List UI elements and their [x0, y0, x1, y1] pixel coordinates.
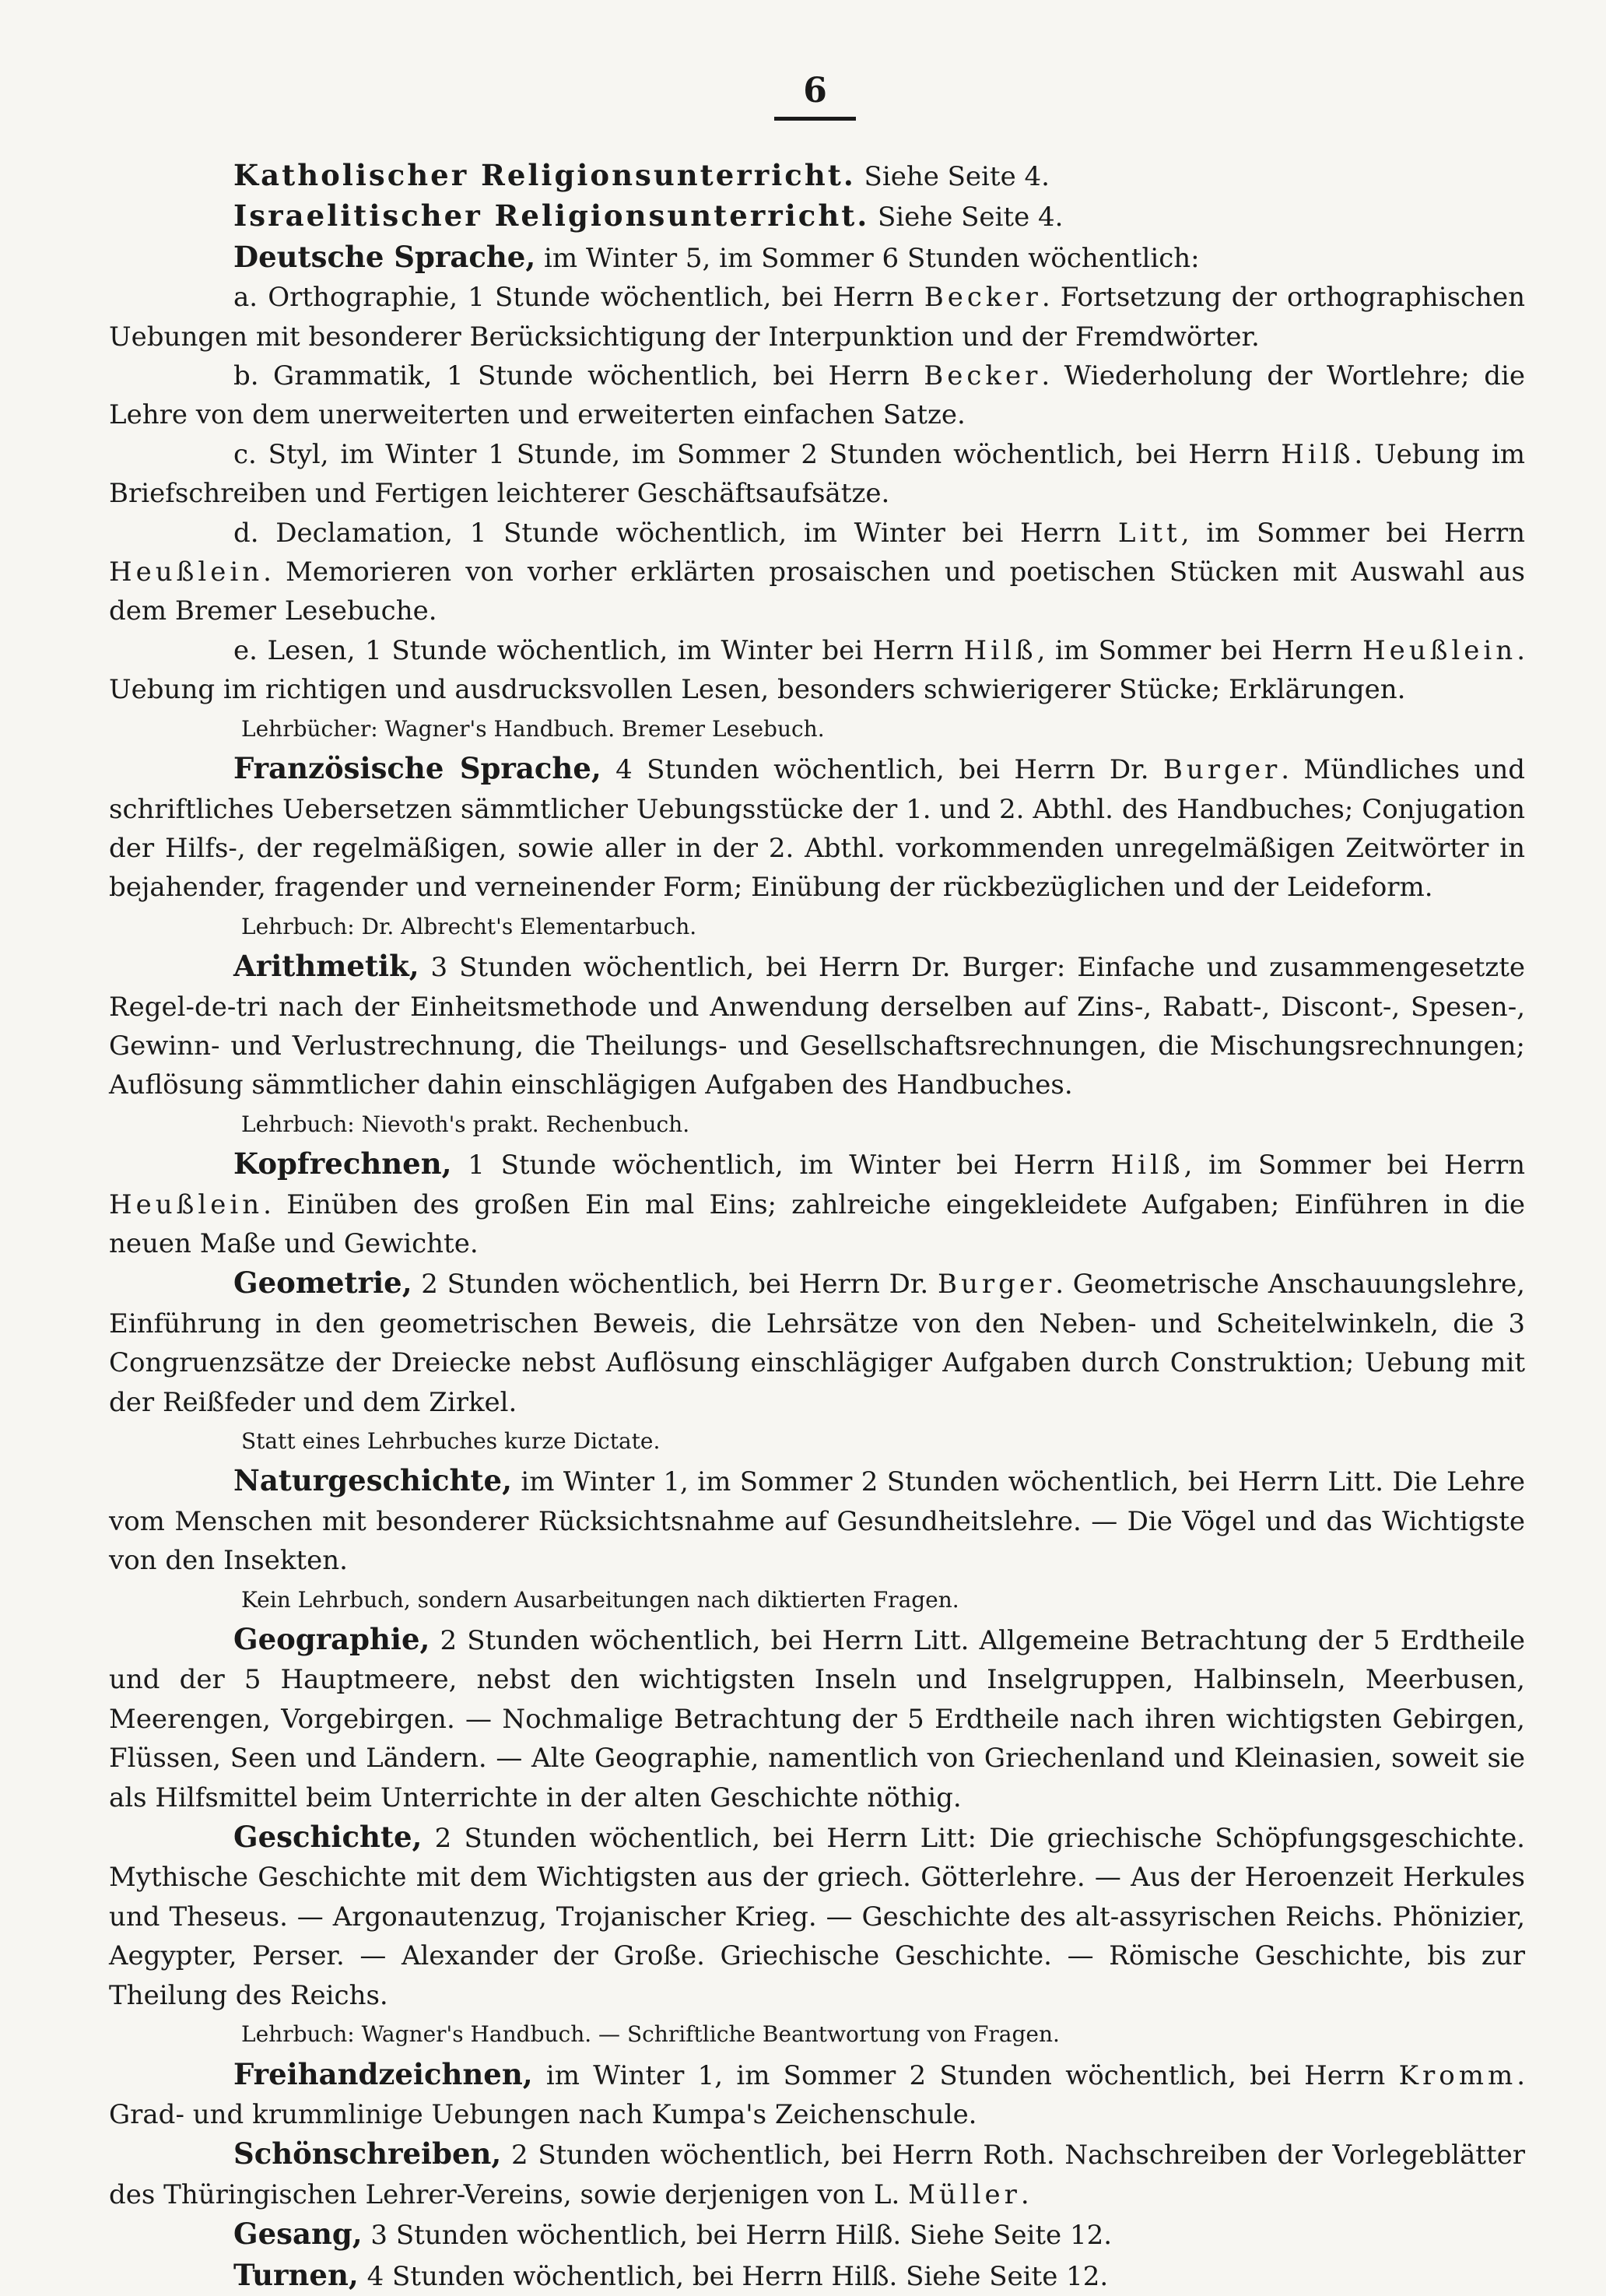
section-title: Freihandzeichnen, [233, 2056, 533, 2091]
section-arith: Arithmetik, 3 Stunden wöchentlich, bei Herrn Dr. Burger: Einfache und zusammengesetzte Regel-de-tri nach der Einheitsmethode und Anwendung derselben auf Zins-, Rabatt-, Discont-, Spesen-, Gewinn- und Verlustrechnung, die Theilungs- und Gesellschaftsrechnungen, die Mischungsrechnungen; Auflösung sämmtlicher dahin einschlägigen Aufgaben des Handbuches. [109, 949, 1525, 1101]
textbook-note: Statt eines Lehrbuches kurze Dictate. [241, 1428, 661, 1454]
section-title: Arithmetik, [233, 949, 419, 984]
section-frei: Freihandzeichnen, im Winter 1, im Sommer 2 Stunden wöchentlich, bei Herrn Kromm. Grad- und krummlinige Uebungen nach Kumpa's Zeichenschule. [109, 2056, 1525, 2130]
section-title: Schönschreiben, [233, 2136, 502, 2171]
textbook-note: Lehrbuch: Dr. Albrecht's Elementarbuch. [241, 913, 697, 939]
section-title: Gesang, [233, 2217, 363, 2252]
subsection-c: c. Styl, im Winter 1 Stunde, im Sommer 2 Stunden wöchentlich, bei Herrn Hilß. Uebung im Briefschreiben und Fertigen leichterer Geschäftsaufsätze. [109, 438, 1526, 510]
section-title: Israelitischer Religionsunterricht. [233, 198, 870, 233]
textbook-note: Kein Lehrbuch, sondern Ausarbeitungen nach diktierten Fragen. [241, 1586, 959, 1613]
section-geogr: Geographie, 2 Stunden wöchentlich, bei Herrn Litt. Allgemeine Betrachtung der 5 Erdtheile und der 5 Hauptmeere, nebst den wichtigsten Inseln und Inselgruppen, Halbinseln, Meerbusen, Meerengen, Vorgebirgen. — Nochmalige Betrachtung der 5 Erdtheile nach ihren wichtigsten Gebirgen, Flüssen, Seen und Ländern. — Alte Geographie, namentlich von Griechenland und Kleinasien, soweit sie als Hilfsmittel beim Unterrichte in der alten Geschichte nöthig. [109, 1622, 1525, 1813]
textbook-note: Lehrbuch: Wagner's Handbuch. — Schriftliche Beantwortung von Fragen. [241, 2021, 1060, 2048]
section-franz: Französische Sprache, 4 Stunden wöchentlich, bei Herrn Dr. Burger. Mündliches und schriftliches Uebersetzen sämmtlicher Uebungsstücke der 1. und 2. Abthl. des Handbuches; Conjugation der Hilfs-, der regelmäßigen, sowie aller in der 2. Abthl. vorkommenden unregelmäßigen Zeitwörter in bejahender, fragender und verneinender Form; Einübung der rückbezüglichen und der Leideform. [109, 751, 1525, 904]
section-title: Geographie, [233, 1622, 430, 1657]
section-title: Geometrie, [233, 1266, 412, 1301]
page-body [109, 156, 1525, 2296]
section-gesang: Gesang, 3 Stunden wöchentlich, bei Herrn Hilß. Siehe Seite 12. [233, 2217, 1113, 2252]
subsection-d: d. Declamation, 1 Stunde wöchentlich, im Winter bei Herrn Litt, im Sommer bei Herrn Heußlein. Memorieren von vorher erklärten prosaischen und poetischen Stücken mit Auswahl aus dem Bremer Lesebuche. [109, 517, 1525, 627]
section-title: Kopfrechnen, [233, 1146, 452, 1181]
section-kath: Katholischer Religionsunterricht. Siehe Seite 4. [233, 158, 1050, 192]
section-schoen: Schönschreiben, 2 Stunden wöchentlich, bei Herrn Roth. Nachschreiben der Vorlegeblätter des Thüringischen Lehrer-Vereins, sowie derjenigen von L. Müller. [109, 2136, 1525, 2210]
section-gesch: Geschichte, 2 Stunden wöchentlich, bei Herrn Litt: Die griechische Schöpfungsgeschichte. Mythische Geschichte mit dem Wichtigsten aus der griech. Götterlehre. — Aus der Heroenzeit Herkules und Theseus. — Argonautenzug, Trojanischer Krieg. — Geschichte des alt-assyrischen Reichs. Phönizier, Aegypter, Perser. — Alexander der Große. Griechische Geschichte. — Römische Geschichte, bis zur Theilung des Reichs. [109, 1820, 1525, 2011]
page-number: 6 [803, 71, 827, 111]
section-turnen: Turnen, 4 Stunden wöchentlich, bei Herrn Hilß. Siehe Seite 12. [233, 2257, 1109, 2292]
page-number-rule [774, 117, 856, 121]
section-kopf: Kopfrechnen, 1 Stunde wöchentlich, im Winter bei Herrn Hilß, im Sommer bei Herrn Heußlein. Einüben des großen Ein mal Eins; zahlreiche eingekleidete Aufgaben; Einführen in die neuen Maße und Gewichte. [109, 1146, 1525, 1259]
section-natur: Naturgeschichte, im Winter 1, im Sommer 2 Stunden wöchentlich, bei Herrn Litt. Die Lehre vom Menschen mit besonderer Rücksichtsnahme auf Gesundheitslehre. — Die Vögel und das Wichtigste von den Insekten. [109, 1463, 1525, 1577]
section-title: Französische Sprache, [233, 751, 601, 786]
section-title: Deutsche Sprache, [233, 239, 536, 274]
section-title: Turnen, [233, 2257, 359, 2292]
section-title: Naturgeschichte, [233, 1463, 512, 1498]
textbook-note: Lehrbücher: Wagner's Handbuch. Bremer Lesebuch. [241, 715, 825, 742]
subsection-a: a. Orthographie, 1 Stunde wöchentlich, bei Herrn Becker. Fortsetzung der orthographischen Uebungen mit besonderer Berücksichtigung der Interpunktion und der Fremdwörter. [109, 282, 1525, 353]
section-isr: Israelitischer Religionsunterricht. Siehe Seite 4. [233, 198, 1064, 233]
section-geom: Geometrie, 2 Stunden wöchentlich, bei Herrn Dr. Burger. Geometrische Anschauungslehre, Einführung in den geometrischen Beweis, die Lehrsätze von den Neben- und Scheitelwinkeln, die 3 Congruenzsätze der Dreiecke nebst Auflösung einschlägiger Aufgaben durch Construktion; Uebung mit der Reißfeder und dem Zirkel. [109, 1266, 1525, 1418]
textbook-note: Lehrbuch: Nievoth's prakt. Rechenbuch. [241, 1111, 690, 1137]
subsection-b: b. Grammatik, 1 Stunde wöchentlich, bei Herrn Becker. Wiederholung der Wortlehre; die Lehre von dem unerweiterten und erweiterten einfachen Satze. [109, 360, 1526, 431]
subsection-e: e. Lesen, 1 Stunde wöchentlich, im Winter bei Herrn Hilß, im Sommer bei Herrn Heußlein. Uebung im richtigen und ausdrucksvollen Lesen, besonders schwierigerer Stücke; Erklärungen. [109, 634, 1525, 706]
section-title: Katholischer Religionsunterricht. [233, 158, 856, 192]
section-title: Geschichte, [233, 1820, 423, 1855]
section-deutsch: Deutsche Sprache, im Winter 5, im Sommer 6 Stunden wöchentlich: [233, 239, 1200, 274]
